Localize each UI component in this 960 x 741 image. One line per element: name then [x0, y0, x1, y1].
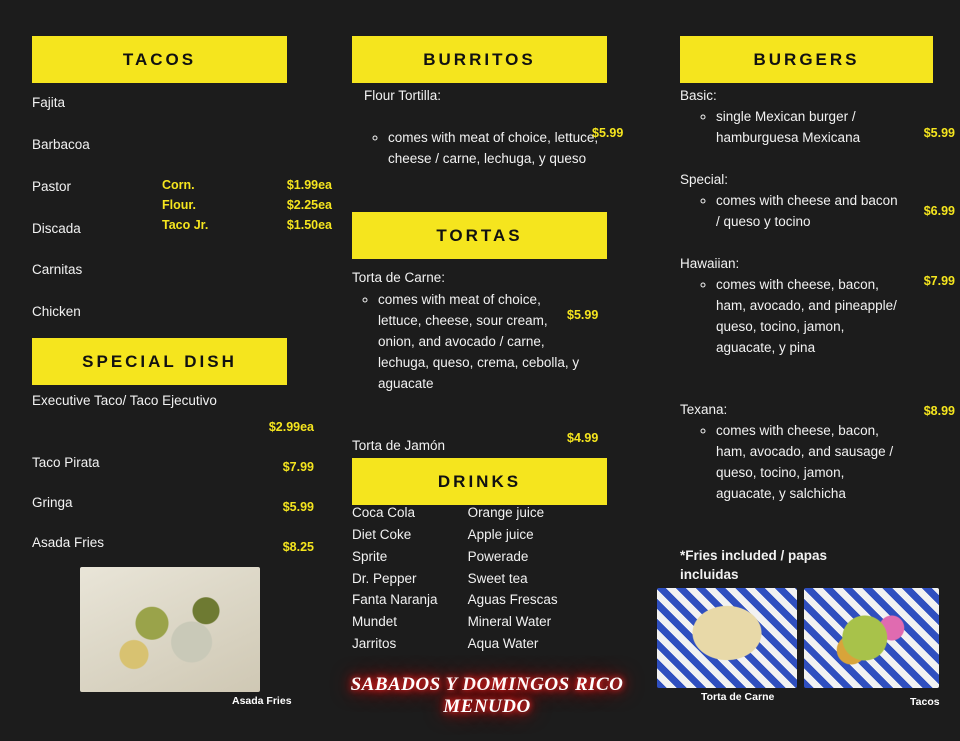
- list-item: Fajita: [32, 95, 66, 110]
- list-item: Discada: [32, 220, 81, 236]
- list-item: [32, 494, 322, 514]
- list-item: Mundet: [352, 614, 398, 630]
- table-row: [162, 178, 332, 192]
- list-item: Sweet tea: [467, 570, 528, 586]
- list-item: Sprite: [352, 548, 388, 564]
- list-item: ◦ comes with cheese, bacon, ham, avocado, and pineapple/ queso, tocino, jamon, aguacate, y pina: [716, 275, 901, 359]
- burger-description-list: [680, 275, 901, 359]
- burger-name: Texana:: [680, 402, 728, 417]
- fries-included-note: *Fries included / papas incluidas: [680, 548, 828, 582]
- list-item: [32, 534, 322, 554]
- tortilla-price: $1.99ea: [286, 178, 332, 192]
- tacos-photo: [804, 588, 939, 688]
- tortilla-price-table: [162, 178, 332, 238]
- drinks-column-1: [352, 502, 438, 655]
- drinks-header: DRINKS: [352, 458, 607, 505]
- table-row: [162, 198, 332, 212]
- list-item: Pastor: [32, 178, 72, 194]
- torta-de-carne-label: Torta de Carne:: [352, 270, 446, 285]
- burger-description-list: [680, 107, 901, 149]
- burritos-description-list: [352, 128, 623, 170]
- list-item: Apple juice: [467, 526, 534, 542]
- tortilla-label: Taco Jr.: [162, 218, 209, 232]
- burger-name: Special:: [680, 172, 729, 187]
- burritos-subtitle: Flour Tortilla:: [364, 88, 442, 103]
- list-item: Aqua Water: [467, 636, 539, 652]
- torta-de-jamon-label: Torta de Jamón: [352, 438, 446, 453]
- torta-de-carne-photo-caption: Torta de Carne: [701, 691, 775, 703]
- menudo-promo-banner: SABADOS Y DOMINGOS RICO MENUDO: [350, 674, 624, 717]
- tortas-header: TORTAS: [352, 212, 607, 259]
- special-dish-list: [32, 392, 322, 574]
- burger-group-hawaiian: [680, 256, 955, 359]
- special-dish-name: Taco Pirata: [32, 455, 100, 470]
- asada-fries-photo-caption: Asada Fries: [232, 695, 292, 707]
- list-item: [32, 392, 322, 434]
- list-item: Aguas Frescas: [467, 592, 558, 608]
- torta-de-carne-photo: [657, 588, 797, 688]
- list-item: Dr. Pepper: [352, 570, 417, 586]
- burger-name: Hawaiian:: [680, 256, 740, 271]
- list-item: Carnitas: [32, 262, 83, 278]
- drinks-column-2: [468, 502, 558, 655]
- list-item: Orange juice: [467, 505, 545, 520]
- burgers-header: BURGERS: [680, 36, 933, 83]
- list-item: Barbacoa: [32, 136, 90, 152]
- list-item: Chicken: [32, 304, 81, 320]
- tortilla-label: Corn.: [162, 178, 195, 192]
- burritos-header: BURRITOS: [352, 36, 607, 83]
- table-row: [162, 218, 332, 232]
- burger-group-special: [680, 172, 955, 233]
- special-dish-name: Asada Fries: [32, 535, 105, 550]
- list-item: ◦ comes with cheese, bacon, ham, avocado, and sausage / queso, tocino, jamon, aguacate, y salchicha: [716, 421, 901, 505]
- list-item: ◦ comes with meat of choice, lettuce, cheese, sour cream, onion, and avocado / carne, lechuga, queso, crema, cebolla, y aguacate: [378, 290, 588, 395]
- burritos-price: $5.99: [592, 126, 624, 140]
- torta-de-carne-price: $5.99: [567, 308, 599, 322]
- list-item: Fanta Naranja: [352, 592, 438, 608]
- burger-description-list: [680, 421, 901, 505]
- asada-fries-photo: [80, 567, 260, 692]
- tacos-header: TACOS: [32, 36, 287, 83]
- special-dish-name: Gringa: [32, 495, 73, 510]
- burger-name: Basic:: [680, 88, 717, 103]
- burger-description-list: [680, 191, 901, 233]
- list-item: Diet Coke: [352, 526, 412, 542]
- tortilla-price: $2.25ea: [286, 198, 332, 212]
- list-item: ◦ single Mexican burger / hamburguesa Mexicana: [716, 107, 901, 149]
- special-dish-price: $2.99ea: [268, 420, 314, 434]
- burger-price: $6.99: [923, 204, 955, 218]
- special-dish-name: Executive Taco/ Taco Ejecutivo: [32, 393, 217, 408]
- list-item: ◦ comes with cheese and bacon / queso y tocino: [716, 191, 901, 233]
- burger-group-basic: [680, 88, 955, 149]
- list-item: Jarritos: [352, 636, 397, 652]
- special-dish-price: $8.25: [282, 540, 314, 554]
- special-dish-header: SPECIAL DISH: [32, 338, 287, 385]
- list-item: Coca Cola: [352, 505, 416, 520]
- list-item: Powerade: [467, 548, 529, 564]
- list-item: ◦ comes with meat of choice, lettuce, cheese / carne, lechuga, y queso: [388, 128, 623, 170]
- burger-price: $5.99: [923, 126, 955, 140]
- tacos-item-list: [32, 96, 172, 347]
- drinks-list: [352, 502, 622, 655]
- list-item: [32, 454, 322, 474]
- tacos-photo-caption: Tacos: [910, 696, 940, 708]
- special-dish-price: $7.99: [282, 460, 314, 474]
- torta-de-carne-description-list: [342, 290, 588, 395]
- tortilla-price: $1.50ea: [286, 218, 332, 232]
- tortilla-label: Flour.: [162, 198, 197, 212]
- burger-price: $8.99: [923, 404, 955, 418]
- list-item: Mineral Water: [467, 614, 552, 630]
- torta-de-jamon-price: $4.99: [567, 431, 599, 445]
- special-dish-price: $5.99: [282, 500, 314, 514]
- burger-group-texana: [680, 402, 955, 505]
- burger-price: $7.99: [923, 274, 955, 288]
